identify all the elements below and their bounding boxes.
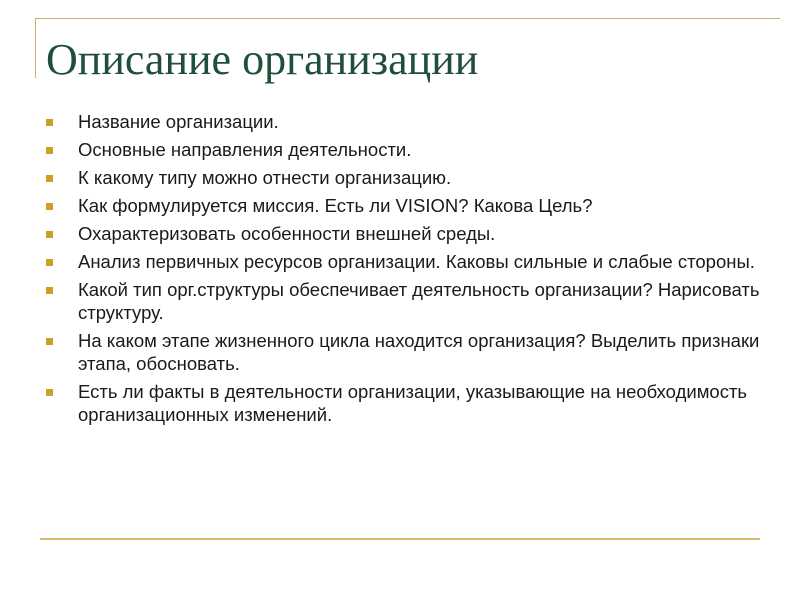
slide-title: Описание организации bbox=[46, 35, 479, 84]
bullet-text: К какому типу можно отнести организацию. bbox=[78, 167, 452, 188]
bullet-item-type bbox=[46, 166, 766, 189]
bottom-divider-line bbox=[40, 538, 760, 540]
square-bullet-icon bbox=[46, 119, 53, 126]
bullet-text: Охарактеризовать особенности внешней среды. bbox=[78, 223, 496, 244]
square-bullet-icon bbox=[46, 147, 53, 154]
bullet-text: Как формулируется миссия. Есть ли VISION? Какова Цель? bbox=[78, 195, 593, 216]
bullet-item-mission bbox=[46, 194, 766, 217]
square-bullet-icon bbox=[46, 231, 53, 238]
bullet-item-lifecycle bbox=[46, 329, 766, 375]
bullet-text: На каком этапе жизненного цикла находится организация? Выделить признаки этапа, обосновать. bbox=[78, 330, 760, 374]
bullet-item-environment bbox=[46, 222, 766, 245]
bullet-item-resources bbox=[46, 250, 766, 273]
bullet-text: Анализ первичных ресурсов организации. Каковы сильные и слабые стороны. bbox=[78, 251, 755, 272]
top-divider-line bbox=[35, 18, 780, 19]
bullet-text: Название организации. bbox=[78, 111, 279, 132]
bullet-item-structure bbox=[46, 278, 766, 324]
left-divider-line bbox=[35, 18, 36, 78]
square-bullet-icon bbox=[46, 287, 53, 294]
bullet-list bbox=[46, 110, 766, 431]
bullet-item-changes bbox=[46, 380, 766, 426]
bullet-item-activities bbox=[46, 138, 766, 161]
bullet-text: Какой тип орг.структуры обеспечивает деятельность организации? Нарисовать структуру. bbox=[78, 279, 760, 323]
square-bullet-icon bbox=[46, 175, 53, 182]
bullet-text: Основные направления деятельности. bbox=[78, 139, 412, 160]
square-bullet-icon bbox=[46, 389, 53, 396]
bullet-item-name bbox=[46, 110, 766, 133]
square-bullet-icon bbox=[46, 203, 53, 210]
bullet-text: Есть ли факты в деятельности организации, указывающие на необходимость организационных изменений. bbox=[78, 381, 748, 425]
square-bullet-icon bbox=[46, 338, 53, 345]
square-bullet-icon bbox=[46, 259, 53, 266]
